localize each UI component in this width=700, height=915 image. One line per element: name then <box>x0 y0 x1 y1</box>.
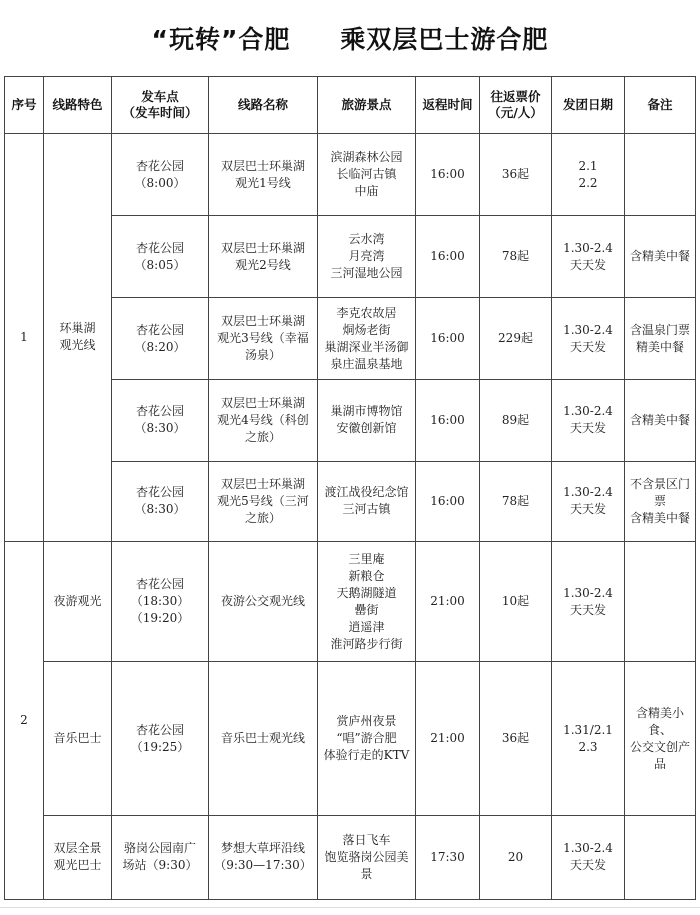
header-seq: 序号 <box>5 77 44 134</box>
dates-cell: 1.30-2.4 天天发 <box>552 815 625 899</box>
depart-cell: 杏花公园 （8:20） <box>112 298 209 380</box>
dates-cell: 1.30-2.4 天天发 <box>552 379 625 461</box>
price-cell: 78起 <box>480 461 552 541</box>
depart-cell: 骆岗公园南广 场站（9:30） <box>112 815 209 899</box>
depart-cell: 杏花公园 （8:30） <box>112 379 209 461</box>
route-cell: 双层巴士环巢湖 观光5号线（三河 之旅） <box>209 461 318 541</box>
return-time-cell: 16:00 <box>416 134 480 216</box>
depart-cell: 杏花公园 （8:05） <box>112 216 209 298</box>
route-cell: 双层巴士环巢湖 观光1号线 <box>209 134 318 216</box>
price-cell: 89起 <box>480 379 552 461</box>
price-cell: 78起 <box>480 216 552 298</box>
route-cell: 夜游公交观光线 <box>209 541 318 662</box>
dates-cell: 1.31/2.1 2.3 <box>552 662 625 816</box>
dates-cell: 1.30-2.4 天天发 <box>552 216 625 298</box>
feature-cell: 环巢湖 观光线 <box>44 134 112 541</box>
route-cell: 梦想大草坪沿线 （9:30—17:30） <box>209 815 318 899</box>
remarks-cell <box>625 541 696 662</box>
depart-cell: 杏花公园 （18:30） （19:20） <box>112 541 209 662</box>
spots-cell: 三里庵 新粮仓 天鹅湖隧道 罍街 逍遥津 淮河路步行街 <box>318 541 416 662</box>
depart-cell: 杏花公园 （8:30） <box>112 461 209 541</box>
header-depart: 发车点 （发车时间） <box>112 77 209 134</box>
table-row <box>5 815 696 899</box>
header-remarks: 备注 <box>625 77 696 134</box>
remarks-cell: 含精美中餐 <box>625 379 696 461</box>
price-cell: 10起 <box>480 541 552 662</box>
return-time-cell: 16:00 <box>416 379 480 461</box>
spots-cell: 巢湖市博物馆 安徽创新馆 <box>318 379 416 461</box>
route-table <box>4 76 696 900</box>
header-return-time: 返程时间 <box>416 77 480 134</box>
return-time-cell: 17:30 <box>416 815 480 899</box>
header-feature: 线路特色 <box>44 77 112 134</box>
seq-cell: 1 <box>5 134 44 541</box>
price-cell: 229起 <box>480 298 552 380</box>
spots-cell: 落日飞车 饱览骆岗公园美 景 <box>318 815 416 899</box>
title-part-2: 乘双层巴士游合肥 <box>340 25 549 54</box>
page-title <box>0 0 700 76</box>
bottom-divider <box>0 907 700 908</box>
header-dates: 发团日期 <box>552 77 625 134</box>
price-cell: 36起 <box>480 134 552 216</box>
depart-cell: 杏花公园 （8:00） <box>112 134 209 216</box>
return-time-cell: 16:00 <box>416 298 480 380</box>
dates-cell: 2.1 2.2 <box>552 134 625 216</box>
header-spots: 旅游景点 <box>318 77 416 134</box>
table-header-row <box>5 77 696 134</box>
feature-cell: 双层全景 观光巴士 <box>44 815 112 899</box>
title-part-1: “玩转”合肥 <box>151 25 291 54</box>
spots-cell: 滨湖森林公园 长临河古镇 中庙 <box>318 134 416 216</box>
return-time-cell: 16:00 <box>416 461 480 541</box>
remarks-cell <box>625 134 696 216</box>
spots-cell: 赏庐州夜景 “唱”游合肥 体验行走的KTV <box>318 662 416 816</box>
return-time-cell: 16:00 <box>416 216 480 298</box>
route-cell: 音乐巴士观光线 <box>209 662 318 816</box>
feature-cell: 音乐巴士 <box>44 662 112 816</box>
route-cell: 双层巴士环巢湖 观光4号线（科创 之旅） <box>209 379 318 461</box>
remarks-cell <box>625 815 696 899</box>
route-cell: 双层巴士环巢湖 观光3号线（幸福 汤泉） <box>209 298 318 380</box>
table-row <box>5 541 696 662</box>
return-time-cell: 21:00 <box>416 541 480 662</box>
remarks-cell: 含精美中餐 <box>625 216 696 298</box>
depart-cell: 杏花公园 （19:25） <box>112 662 209 816</box>
return-time-cell: 21:00 <box>416 662 480 816</box>
spots-cell: 李克农故居 烔炀老街 巢湖深业半汤御 泉庄温泉基地 <box>318 298 416 380</box>
dates-cell: 1.30-2.4 天天发 <box>552 298 625 380</box>
route-cell: 双层巴士环巢湖 观光2号线 <box>209 216 318 298</box>
table-row <box>5 134 696 216</box>
dates-cell: 1.30-2.4 天天发 <box>552 541 625 662</box>
price-cell: 20 <box>480 815 552 899</box>
header-price: 往返票价 （元/人） <box>480 77 552 134</box>
spots-cell: 云水湾 月亮湾 三河湿地公园 <box>318 216 416 298</box>
price-cell: 36起 <box>480 662 552 816</box>
remarks-cell: 含温泉门票 精美中餐 <box>625 298 696 380</box>
spots-cell: 渡江战役纪念馆 三河古镇 <box>318 461 416 541</box>
dates-cell: 1.30-2.4 天天发 <box>552 461 625 541</box>
seq-cell: 2 <box>5 541 44 899</box>
header-route: 线路名称 <box>209 77 318 134</box>
remarks-cell: 含精美小食、 公交文创产品 <box>625 662 696 816</box>
feature-cell: 夜游观光 <box>44 541 112 662</box>
table-row <box>5 662 696 816</box>
remarks-cell: 不含景区门票 含精美中餐 <box>625 461 696 541</box>
